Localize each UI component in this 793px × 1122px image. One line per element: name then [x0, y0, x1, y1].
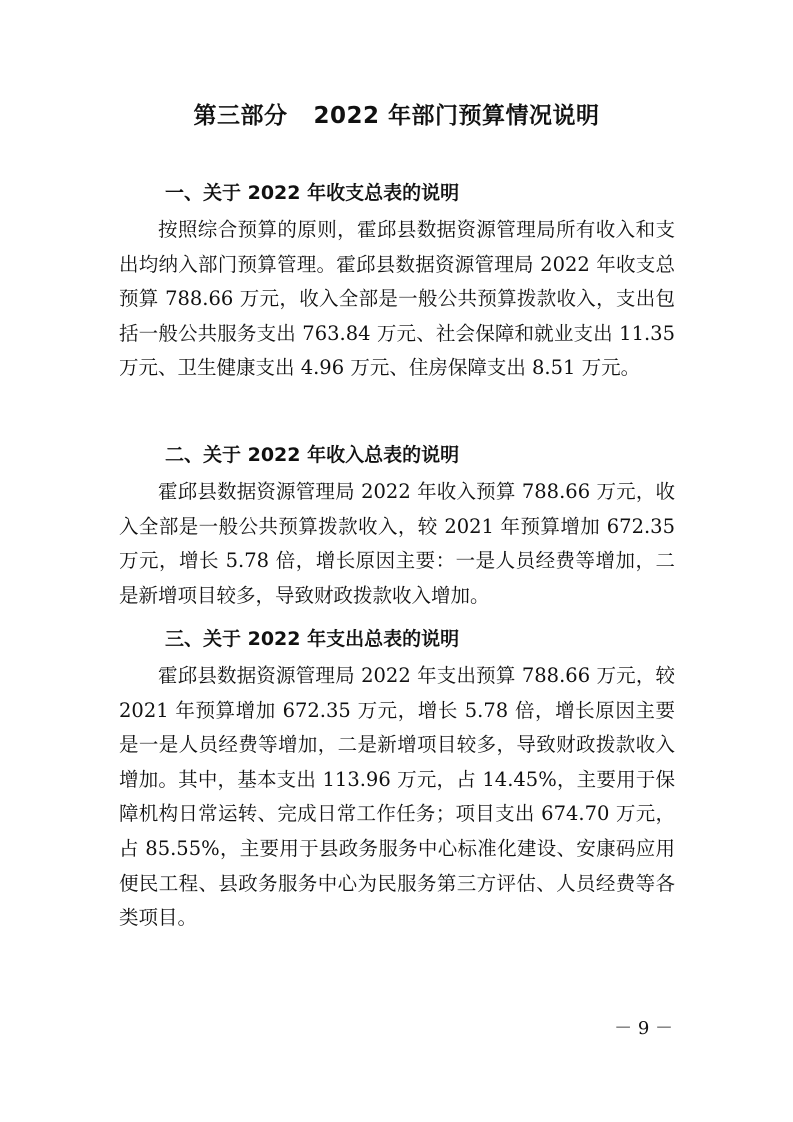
title-text: 2022 年部门预算情况说明	[313, 103, 600, 129]
page-title	[0, 97, 793, 130]
section-1-heading: 一、关于 2022 年收支总表的说明	[165, 182, 460, 204]
section-2-paragraph: 霍邱县数据资源管理局 2022 年收入预算 788.66 万元，收入全部是一般公共预算拨款收入，较 2021 年预算增加 672.35 万元，增长 5.78 倍，增长原因主要：一是人员经费等增加，二是新增项目较多，导致财政拨款收入增加。	[119, 480, 675, 607]
title-part-label: 第三部分	[193, 103, 288, 129]
section-1-paragraph: 按照综合预算的原则，霍邱县数据资源管理局所有收入和支出均纳入部门预算管理。霍邱县数据资源管理局 2022 年收支总预算 788.66 万元，收入全部是一般公共预算拨款收入，支出包括一般公共服务支出 763.84 万元、社会保障和就业支出 11.35 万元、卫生健康支出 4.96 万元、住房保障支出 8.51 万元。	[119, 218, 675, 380]
section-2-heading: 二、关于 2022 年收入总表的说明	[165, 444, 460, 466]
section-3-heading: 三、关于 2022 年支出总表的说明	[165, 628, 460, 650]
page-number: － 9 －	[614, 1018, 673, 1039]
section-3-paragraph: 霍邱县数据资源管理局 2022 年支出预算 788.66 万元，较 2021 年预算增加 672.35 万元，增长 5.78 倍，增长原因主要是一是人员经费等增加，二是新增项目较多，导致财政拨款收入增加。其中，基本支出 113.96 万元，占 14.45%，主要用于保障机构日常运转、完成日常工作任务；项目支出 674.70 万元，占 85.55%，主要用于县政务服务中心标准化建设、安康码应用便民工程、县政务服务中心为民服务第三方评估、人员经费等各类项目。	[119, 664, 675, 930]
